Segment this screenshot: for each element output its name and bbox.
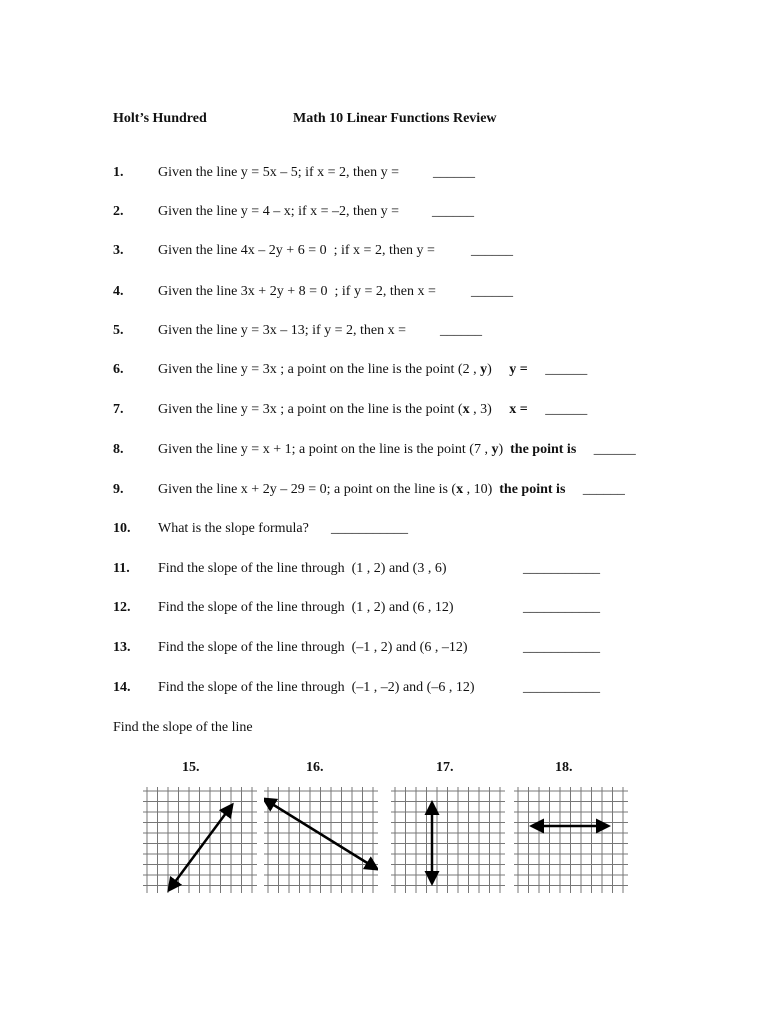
answer-blank[interactable]: ______ xyxy=(432,204,474,219)
question-prompt: Find the slope of the line through (1 , 2) and (6 , 12) xyxy=(158,600,454,615)
question-prompt: Find the slope of the line through (1 , 2) and (3 , 6) xyxy=(158,561,447,576)
question-prompt: Given the line y = 3x – 13; if y = 2, then x = xyxy=(158,323,410,338)
graph-17 xyxy=(391,787,505,893)
question-number: 14. xyxy=(113,680,131,695)
graph-label-18: 18. xyxy=(555,760,573,775)
answer-blank[interactable]: ______ xyxy=(582,482,625,497)
answer-label: the point is xyxy=(499,482,566,497)
question-number: 10. xyxy=(113,521,131,536)
answer-blank[interactable]: ______ xyxy=(545,362,588,377)
question-number: 4. xyxy=(113,284,124,299)
answer-blank[interactable]: ______ xyxy=(433,165,475,180)
unknown-variable: y xyxy=(480,362,488,377)
question-prompt: Given the line x + 2y – 29 = 0; a point on the line is ( xyxy=(158,482,457,497)
answer-blank[interactable]: ______ xyxy=(545,402,588,417)
question-text xyxy=(158,561,447,577)
question-number: 8. xyxy=(113,442,124,457)
question-prompt: Given the line y = 3x ; a point on the line is the point (2 , xyxy=(158,362,481,377)
unknown-variable: y xyxy=(491,442,499,457)
question-prompt: Given the line 4x – 2y + 6 = 0 ; if x = 2, then y = xyxy=(158,243,439,258)
answer-label: x = xyxy=(509,402,528,417)
question-text xyxy=(158,243,438,259)
header-title: Math 10 Linear Functions Review xyxy=(293,111,497,126)
question-number: 2. xyxy=(113,204,124,219)
graph-18 xyxy=(514,787,628,893)
answer-label: the point is xyxy=(510,442,577,457)
answer-blank[interactable]: ___________ xyxy=(523,600,600,615)
question-number: 13. xyxy=(113,640,131,655)
question-text xyxy=(158,482,625,498)
question-number: 7. xyxy=(113,402,124,417)
answer-blank[interactable]: ___________ xyxy=(523,640,600,655)
answer-blank[interactable]: ___________ xyxy=(331,521,408,536)
question-prompt: Given the line y = 4 – x; if x = –2, then y = xyxy=(158,204,403,219)
answer-blank[interactable]: ___________ xyxy=(523,680,600,695)
answer-blank[interactable]: ______ xyxy=(471,284,513,299)
question-prompt: What is the slope formula? xyxy=(158,521,313,536)
question-prompt-tail: , 3) xyxy=(469,402,510,417)
question-prompt: Given the line y = 5x – 5; if x = 2, then y = xyxy=(158,165,403,180)
header-left: Holt’s Hundred xyxy=(113,111,207,126)
question-prompt-tail: , 10) xyxy=(463,482,500,497)
question-text xyxy=(158,362,587,378)
question-number: 5. xyxy=(113,323,124,338)
answer-blank[interactable]: ______ xyxy=(440,323,482,338)
question-prompt: Given the line y = 3x ; a point on the line is the point ( xyxy=(158,402,463,417)
answer-blank[interactable]: ______ xyxy=(471,243,513,258)
graph-label-16: 16. xyxy=(306,760,324,775)
answer-blank[interactable]: ___________ xyxy=(523,561,600,576)
question-prompt: Find the slope of the line through (–1 , –2) and (–6 , 12) xyxy=(158,680,475,695)
graph-label-17: 17. xyxy=(436,760,454,775)
unknown-variable: x xyxy=(462,402,470,417)
question-prompt-tail: ) xyxy=(487,362,510,377)
question-text xyxy=(158,600,454,616)
question-number: 3. xyxy=(113,243,124,258)
unknown-variable: x xyxy=(456,482,464,497)
question-prompt: Given the line y = x + 1; a point on the line is the point (7 , xyxy=(158,442,492,457)
question-text xyxy=(158,204,403,220)
answer-blank[interactable]: ______ xyxy=(593,442,636,457)
question-text xyxy=(158,284,439,300)
question-number: 1. xyxy=(113,165,124,180)
question-text xyxy=(158,640,468,656)
question-prompt: Given the line 3x + 2y + 8 = 0 ; if y = 2, then x = xyxy=(158,284,440,299)
question-text xyxy=(158,165,403,181)
graph-16 xyxy=(264,787,378,893)
graph-15 xyxy=(143,787,257,893)
graph-label-15: 15. xyxy=(182,760,200,775)
question-prompt: Find the slope of the line through (–1 , 2) and (6 , –12) xyxy=(158,640,468,655)
question-text xyxy=(158,402,587,418)
question-prompt-tail: ) xyxy=(498,442,511,457)
section-label: Find the slope of the line xyxy=(113,720,253,735)
question-text xyxy=(158,521,312,537)
question-number: 6. xyxy=(113,362,124,377)
question-text xyxy=(158,323,410,339)
question-text xyxy=(158,680,475,696)
question-number: 9. xyxy=(113,482,124,497)
question-number: 12. xyxy=(113,600,131,615)
question-number: 11. xyxy=(113,561,130,576)
question-text xyxy=(158,442,636,458)
answer-label: y = xyxy=(509,362,528,377)
